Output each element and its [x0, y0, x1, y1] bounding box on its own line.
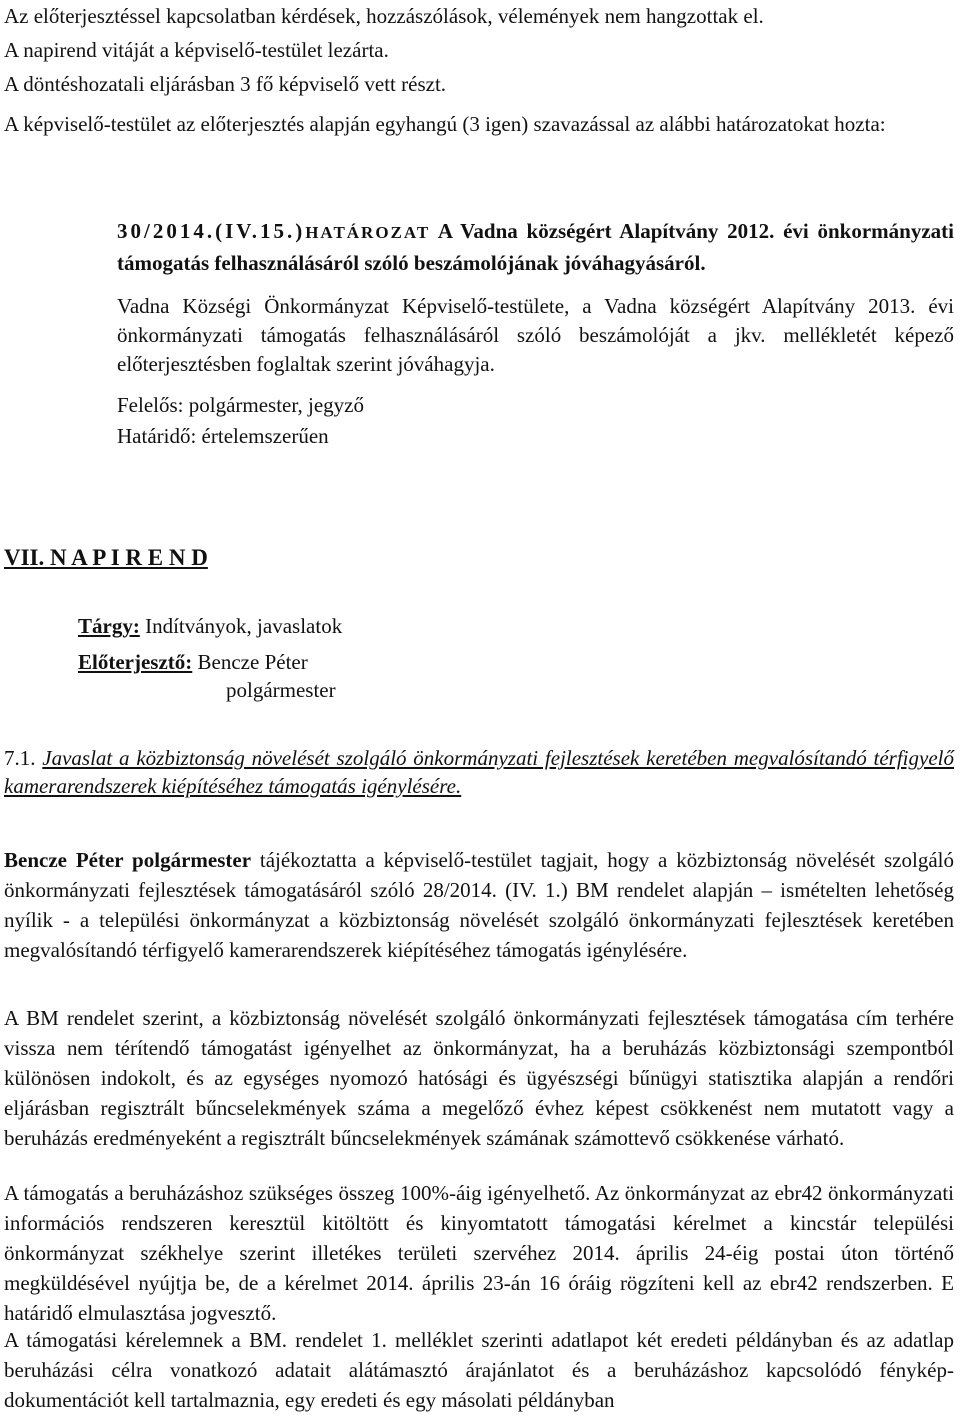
- intro-line-3: A döntéshozatali eljárásban 3 fő képviselő vett részt.: [4, 72, 447, 96]
- agenda-subject-label: Tárgy:: [78, 614, 140, 638]
- agenda-proposer-label: Előterjesztő:: [78, 650, 193, 674]
- paragraph-1-speaker: Bencze Péter polgármester: [4, 848, 252, 872]
- item-number: 7.1.: [4, 746, 36, 770]
- resolution-deadline: Határidő: értelemszerűen: [117, 424, 329, 448]
- agenda-proposer-name: Bencze Péter: [197, 650, 308, 674]
- resolution-block: [117, 216, 954, 450]
- paragraph-1-text: tájékoztatta a képviselő-testület tagjait, hogy a közbiztonság növelését szolgáló önkormányzati fejlesztések támogatásáról szóló 28/2014. (IV. 1.) BM rendelet alapján – ismételten lehetőség nyílik - a települési önkormányzat a közbiztonság növelését szolgáló önkormányzati fejlesztések keretében megvalósítandó térfigyelő kamerarendszerek kiépítéséhez támogatás igénylésére.: [4, 848, 954, 962]
- resolution-title: A Vadna községért Alapítvány 2012. évi önkormányzati támogatás felhasználásáról szóló beszámolójának jóváhagyásáról.: [117, 219, 954, 275]
- paragraph-1: [4, 845, 954, 965]
- resolution-label: HATÁROZAT: [305, 223, 431, 242]
- intro-line-4: A képviselő-testület az előterjesztés alapján egyhangú (3 igen) szavazással az alábbi határozatokat hozta:: [4, 112, 886, 136]
- paragraph-2: A BM rendelet szerint, a közbiztonság növelését szolgáló önkormányzati fejlesztések támogatása cím terhére vissza nem térítendő támogatást igényelhet az önkormányzat, ha a beruházás közbiztonsági szempontból különösen indokolt, és az egységes nyomozó hatósági és ügyészségi bűnügyi statisztika alapján a rendőri eljárásban regisztrált bűncselekmények száma a megelőző évhez képest csökkenést nem mutatott vagy a beruházás eredményeként a regisztrált bűncselekmények számának számottevő csökkenése várható.: [4, 1006, 954, 1150]
- paragraph-4: A támogatási kérelemnek a BM. rendelet 1. melléklet szerinti adatlapot két eredeti példányban és az adatlap beruházási célra vonatkozó adatait alátámasztó árajánlatot és a beruházáshoz kapcsolódó fénykép-dokumentációt kell tartalmaznia, egy eredeti és egy másolati példányban: [4, 1328, 954, 1412]
- resolution-heading: [117, 216, 954, 278]
- resolution-number: 30/2014.(IV.15.): [117, 219, 306, 243]
- agenda-heading: VII. N A P I R E N D: [4, 545, 208, 570]
- intro-line-1: Az előterjesztéssel kapcsolatban kérdések, hozzászólások, vélemények nem hangzottak el.: [4, 4, 764, 28]
- item-heading: [4, 744, 954, 800]
- resolution-responsible: Felelős: polgármester, jegyző: [117, 393, 365, 417]
- agenda-subject-value: Indítványok, javaslatok: [145, 614, 343, 638]
- agenda-subject: [78, 612, 342, 640]
- agenda-proposer-role: polgármester: [226, 678, 336, 702]
- intro-line-2: A napirend vitáját a képviselő-testület lezárta.: [4, 38, 389, 62]
- item-title: Javaslat a közbiztonság növelését szolgáló önkormányzati fejlesztések keretében megvalósítandó térfigyelő kamerarendszerek kiépítéséhez támogatás igénylésére.: [4, 746, 954, 798]
- agenda-proposer: [78, 648, 308, 676]
- paragraph-3: A támogatás a beruházáshoz szükséges összeg 100%-áig igényelhető. Az önkormányzat az ebr42 önkormányzati információs rendszeren keresztül kitöltött és kinyomtatott támogatási kérelmet a kincstár települési önkormányzat székhelye szerint illetékes területi szervéhez 2014. április 24-éig postai úton történő megküldésével nyújtja be, de a kérelmet 2014. április 23-án 16 óráig rögzíteni kell az ebr42 rendszerben. E határidő elmulasztása jogvesztő.: [4, 1181, 954, 1325]
- resolution-body: Vadna Községi Önkormányzat Képviselő-testülete, a Vadna községért Alapítvány 2013. évi önkormányzati támogatás felhasználásáról szóló beszámolóját a jkv. mellékletét képező előterjesztésben foglaltak szerint jóváhagyja.: [117, 294, 954, 376]
